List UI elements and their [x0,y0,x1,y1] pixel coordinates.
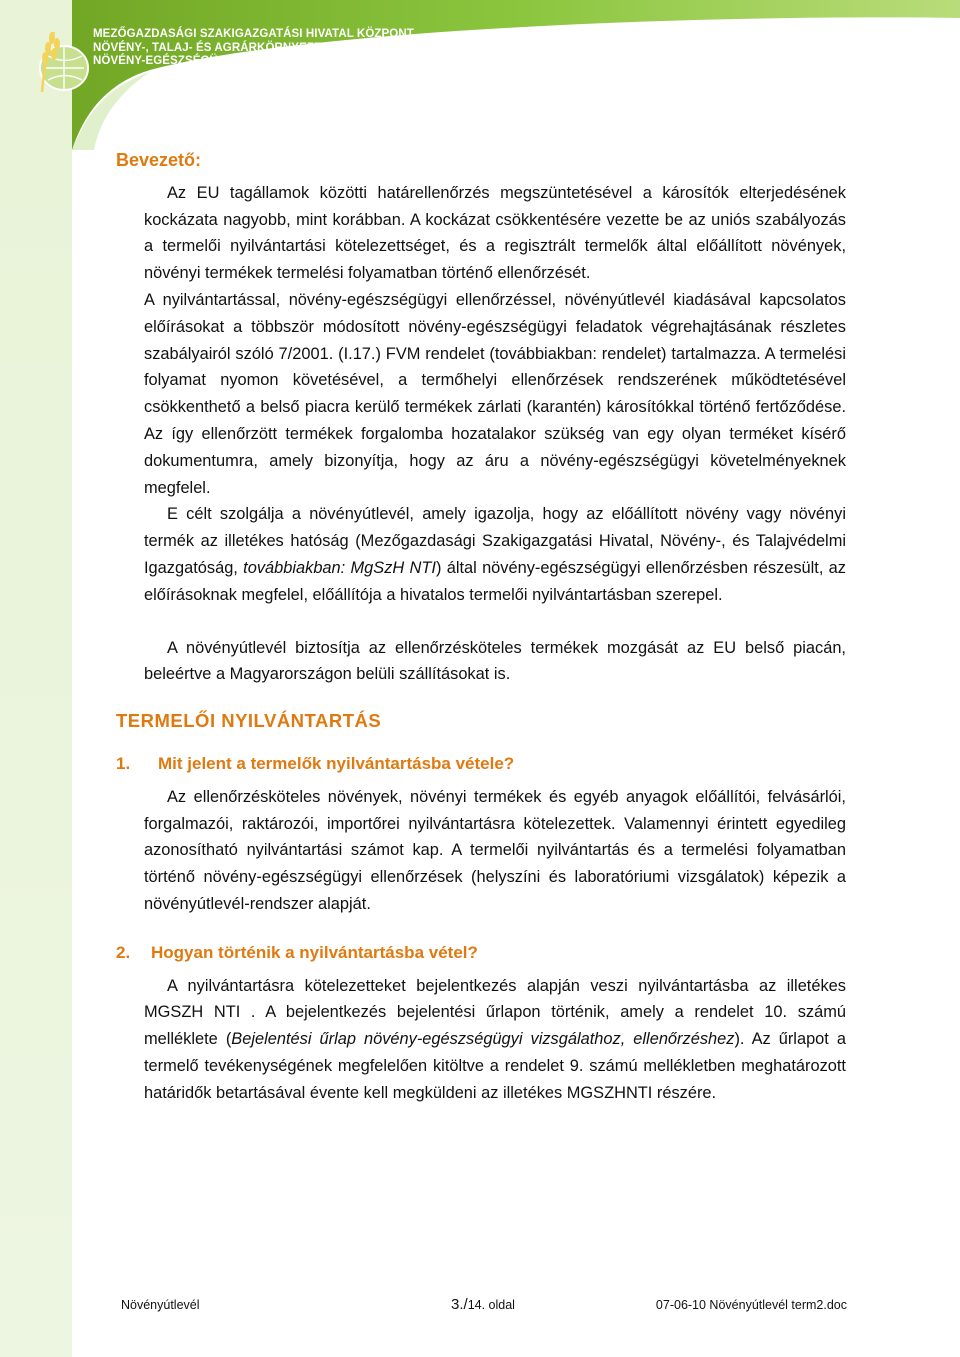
intro-text [116,180,846,688]
document-body [116,147,846,1107]
intro-p3-text-a: E célt szolgálja a növényútlevél, amely igazolja, hogy az előállított növény vagy növényi termék az illetékes hatóság (Mezőgazdasági Szakigazgatási Hivatal, Növény-, és Talajvédelmi Igazgatóság, [144,505,846,577]
footer-doc-title: Növényútlevél [121,1298,200,1312]
question-1-heading [116,751,846,778]
department-name: NÖVÉNY-EGÉSZSÉGÜGYI OSZTÁLY [93,55,295,67]
question-2-title: Hogyan történik a nyilvántartásba vétel? [151,942,478,962]
question-2-heading [116,940,846,967]
question-1-number: 1. [116,753,131,773]
section-heading: TERMELŐI NYILVÁNTARTÁS [116,710,382,732]
intro-p3-italic: továbbiakban: MgSzH NTI [243,558,436,577]
question-2-paragraph [144,973,846,1107]
intro-paragraph-1: Az EU tagállamok közötti határellenőrzés megszüntetésével a károsítók elterjedésének kockázata nagyobb, mint korábban. A kockázat csökkentésére vezette be az uniós szabályozás a termelői nyilvántartási kötelezettséget, és a regisztrált termelők által előállított növények, növényi termékek termelési folyamatban történő ellenőrzését. [144,183,846,283]
wheat-globe-logo-icon [30,28,90,99]
question-1-body [116,784,846,918]
intro-heading: Bevezető: [116,150,202,170]
directorate-name: NÖVÉNY-, TALAJ- ÉS AGRÁRKÖRNYEZET-VÉDELMI IGAZGATÓSÁG [93,41,474,54]
question-2-body [116,973,846,1107]
question-2-italic: Bejelentési űrlap növény-egészségügyi vizsgálathoz, ellenőrzéshez [231,1030,735,1049]
page-current: 3./ [451,1296,468,1313]
footer-filename: 07-06-10 Növényútlevél term2.doc [655,1298,847,1312]
question-1-paragraph: Az ellenőrzésköteles növények, növényi termékek és egyéb anyagok előállítói, felvásárlói, forgalmazói, raktározói, importőrei nyilvántartásra kötelezettek. Valamennyi érintett egyedileg azonosítható nyilvántartási számot kap. A termelői nyilvántartás és a termelési folyamatban történő növény-egészségügyi ellenőrzések (helyszíni és laboratóriumi vizsgálatok) képezik a növényútlevél-rendszer alapját. [144,787,846,913]
page-number [451,1296,515,1313]
intro-paragraph-4: A növényútlevél biztosítja az ellenőrzésköteles termékek mozgását az EU belső piacán, beleértve a Magyarországon belüli szállításokat is. [144,638,846,684]
intro-p3-text-b: ) által növény-egészségügyi ellenőrzésben részesült, az előírásoknak megfelel, előállítója a hivatalos termelői nyilvántartásban szerepel. [144,558,846,604]
intro-paragraph-2: A nyilvántartással, növény-egészségügyi ellenőrzéssel, növényútlevél kiadásával kapcsolatos előírásokat a többször módosított növény-egészségügyi feladatok végrehajtásának részletes szabályairól szóló 7/2001. (I.17.) FVM rendelet (továbbiakban: rendelet) tartalmazza. A termelési folyamat nyomon követésével, a termőhelyi ellenőrzések rendszerének működtetésével csökkenthető a belső piacra kerülő termékek zárlati (karantén) károsítókkal történő fertőződése. Az így ellenőrzött termékek forgalomba hozatalakor szükség van egy olyan terméket kísérő dokumentumra, amely bizonyítja, hogy az áru a növény-egészségügyi követelményeknek megfelel. [144,290,846,497]
question-2-text-b: ). Az űrlapot a termelő tevékenységének megfelelően kitöltve a rendelet 9. számú mellékletben meghatározott határidők betartásával évente kell megküldeni az illetékes MGSZHNTI részére. [144,1030,846,1102]
agency-name: MEZŐGAZDASÁGI SZAKIGAZGATÁSI HIVATAL KÖZPONT [93,28,414,40]
page-total: 14. oldal [467,1298,515,1312]
intro-paragraph-3 [144,501,846,608]
agency-header [93,28,473,69]
question-1-title: Mit jelent a termelők nyilvántartásba vétele? [158,753,515,773]
question-2-text-a: A nyilvántartásra kötelezetteket bejelentkezés alapján veszi nyilvántartásba az illetékes MGSZH NTI . A bejelentkezés bejelentési űrlapon történik, amely a rendelet 10. számú melléklete ( [144,976,846,1049]
question-2-number: 2. [116,942,131,962]
